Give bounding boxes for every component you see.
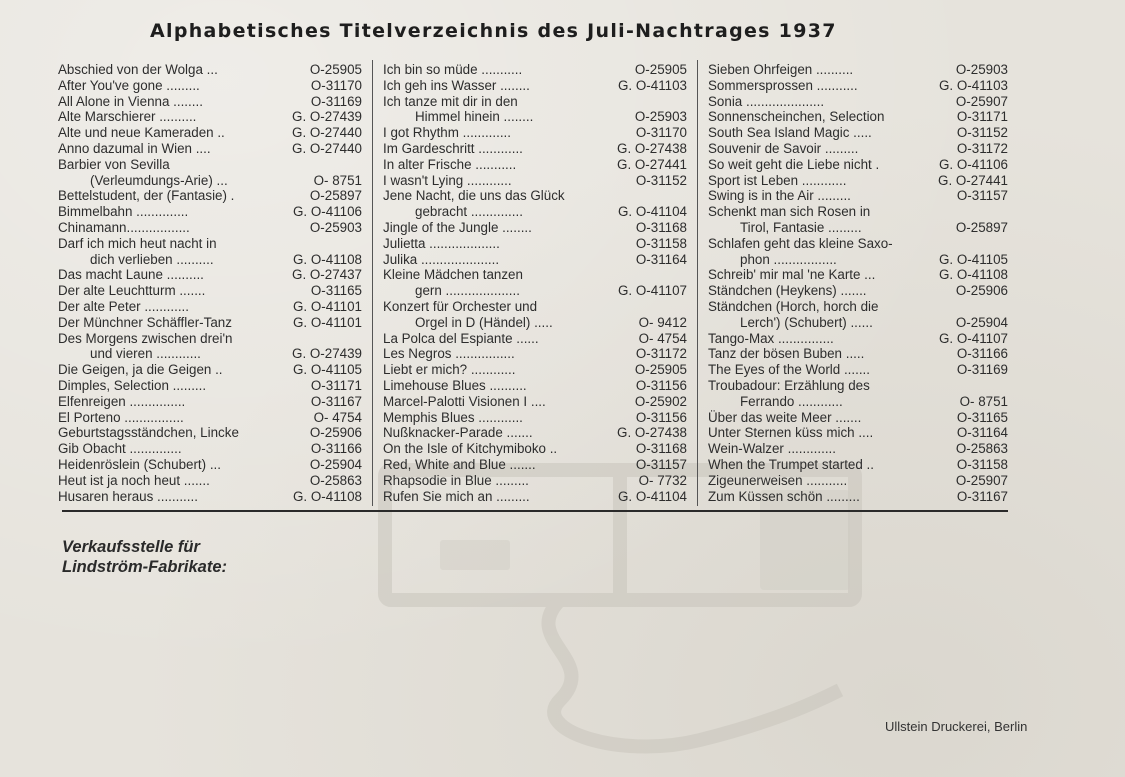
song-title: Sport ist Leben ............ [708,172,847,188]
list-item [708,252,1008,268]
song-title: Sieben Ohrfeigen .......... [708,62,854,77]
list-item [708,157,1008,173]
song-title: El Porteno ................ [58,409,184,425]
list-item [708,236,1008,252]
catalog-number: O-31152 [956,125,1008,141]
list-item [383,188,687,204]
catalog-number: O-31158 [956,456,1008,472]
catalog-number: O-31152 [635,172,687,188]
song-title: I wasn't Lying ............ [383,172,512,188]
list-item [708,204,1008,220]
list-item [708,109,1008,125]
catalog-number: O-25903 [634,109,687,125]
catalog-number: O-25905 [309,62,362,77]
catalog-number: G. O-41108 [939,267,1008,283]
song-title: Bettelstudent, der (Fantasie) . [58,188,235,204]
song-title: Marcel-Palotti Visionen I .... [383,393,546,409]
list-item [58,204,362,220]
song-title: The Eyes of the World ....... [708,362,870,378]
song-title: In alter Frische ........... [383,156,517,172]
list-item [708,394,1008,410]
catalog-number: O-31167 [956,488,1008,504]
song-title: Im Gardeschritt ............ [383,140,523,156]
song-title: Souvenir de Savoir ......... [708,140,859,156]
song-title: After You've gone ......... [58,77,200,93]
list-item [708,173,1008,189]
song-title: Husaren heraus ........... [58,488,198,504]
list-item [383,267,687,283]
list-item [58,315,362,331]
list-item [58,299,362,315]
catalog-number: O-31172 [956,140,1008,156]
song-title: Limehouse Blues .......... [383,377,527,393]
list-item [708,425,1008,441]
song-title: Sommersprossen ........... [708,77,858,93]
list-item [708,78,1008,94]
list-item [708,315,1008,331]
list-item [708,141,1008,157]
catalog-number: O-25906 [955,283,1008,299]
song-title: South Sea Island Magic ..... [708,125,872,141]
catalog-number: O-31157 [956,188,1008,204]
list-item [58,394,362,410]
song-title: Die Geigen, ja die Geigen .. [58,362,223,378]
list-item [383,141,687,157]
list-item [383,252,687,268]
list-item [383,489,687,505]
catalog-number: O-31164 [956,425,1008,441]
catalog-number: G. O-41101 [293,298,362,314]
song-title: Orgel in D (Händel) ..... [415,314,553,330]
list-item [58,283,362,299]
catalog-number: O-31156 [635,409,687,425]
catalog-number: O-31170 [310,77,362,93]
catalog-number: O-25906 [309,425,362,441]
catalog-number: G. O-27440 [292,125,362,141]
list-item [383,173,687,189]
catalog-number: O-31158 [635,235,687,251]
catalog-number: O-25903 [309,219,362,235]
printer-imprint: Ullstein Druckerei, Berlin [885,719,1028,734]
song-title: Schlafen geht das kleine Saxo- [708,235,893,251]
song-title: All Alone in Vienna ........ [58,93,203,109]
list-item [383,109,687,125]
song-title: Wein-Walzer ............. [708,441,836,457]
list-item [708,346,1008,362]
catalog-number: O-31169 [310,93,362,109]
list-item [383,394,687,410]
song-title: Himmel hinein ........ [415,109,534,125]
catalog-number: O-25904 [955,314,1008,330]
song-title: Bimmelbahn .............. [58,204,189,220]
catalog-number: G. O-41108 [293,251,362,267]
list-item [383,331,687,347]
catalog-number: G. O-41106 [293,204,362,220]
column-divider [372,60,373,506]
catalog-number: O- 4754 [313,409,362,425]
catalog-number: G. O-41107 [939,330,1008,346]
catalog-number: O-31172 [635,346,687,362]
song-title: Swing is in the Air ......... [708,188,851,204]
list-item [708,267,1008,283]
catalog-number: O-31170 [635,125,687,141]
song-title: Sonia ..................... [708,93,825,109]
catalog-number: O-31171 [956,109,1008,125]
list-item [708,220,1008,236]
song-title: gern .................... [415,283,520,299]
list-item [383,441,687,457]
song-title: I got Rhythm ............. [383,125,511,141]
song-title: Sonnenscheinchen, Selection [708,109,885,125]
list-item [708,378,1008,394]
list-item [58,441,362,457]
catalog-number: G. O-27438 [617,425,687,441]
list-item [708,457,1008,473]
list-item [58,410,362,426]
catalog-number: O- 7732 [638,472,687,488]
catalog-number: O- 8751 [313,172,362,188]
list-item [383,425,687,441]
catalog-number: O-25902 [634,393,687,409]
catalog-number: O-25897 [955,219,1008,235]
list-item [383,473,687,489]
catalog-number: O-31165 [310,283,362,299]
list-item [708,489,1008,505]
song-title: Ich geh ins Wasser ........ [383,77,530,93]
song-title: Rufen Sie mich an ......... [383,488,530,504]
song-title: Tanz der bösen Buben ..... [708,346,865,362]
song-title: Heidenröslein (Schubert) ... [58,456,221,472]
list-item [383,410,687,426]
catalog-number: O-31168 [635,219,687,235]
catalog-number: G. O-41105 [293,362,362,378]
list-item [708,188,1008,204]
song-title: Troubadour: Erzählung des [708,377,870,393]
list-item [708,283,1008,299]
list-item [58,236,362,252]
list-item [58,220,362,236]
catalog-number: G. O-27441 [938,172,1008,188]
song-title: gebracht .............. [415,204,523,220]
list-item [383,283,687,299]
list-item [58,173,362,189]
song-title: Dimples, Selection ......... [58,377,207,393]
list-item [58,78,362,94]
list-item [58,125,362,141]
song-title: Das macht Laune .......... [58,267,204,283]
list-item [708,62,1008,78]
list-item [58,425,362,441]
song-title: Der alte Leuchtturm ....... [58,283,206,299]
catalog-number: O-25904 [309,456,362,472]
song-title: Kleine Mädchen tanzen [383,267,523,283]
list-item [383,236,687,252]
catalog-number: G. O-27440 [292,140,362,156]
song-title: Jene Nacht, die uns das Glück [383,188,565,204]
song-title: und vieren ............ [90,346,201,362]
catalog-number: O-31166 [310,441,362,457]
song-title: Alte Marschierer .......... [58,109,197,125]
song-title: Der alte Peter ............ [58,298,189,314]
list-item [383,299,687,315]
list-item [383,157,687,173]
list-item [58,473,362,489]
list-item [58,457,362,473]
list-item [58,331,362,347]
list-item [708,331,1008,347]
list-item [58,94,362,110]
list-item [58,378,362,394]
song-title: Geburtstagsständchen, Lincke [58,425,239,441]
catalog-number: G. O-41107 [618,283,687,299]
list-item [383,378,687,394]
song-title: Konzert für Orchester und [383,298,538,314]
song-title: Abschied von der Wolga ... [58,62,218,77]
song-title: Schenkt man sich Rosen in [708,204,871,220]
song-title: Rhapsodie in Blue ......... [383,472,529,488]
catalog-number: O-25903 [955,62,1008,77]
list-item [708,125,1008,141]
catalog-number: O-31157 [635,456,687,472]
list-item [58,62,362,78]
song-title: Chinamann................. [58,219,190,235]
catalog-number: O-25907 [955,472,1008,488]
song-title: Lerch') (Schubert) ...... [740,314,873,330]
list-item [383,315,687,331]
song-title: Elfenreigen ............... [58,393,186,409]
catalog-number: O-31168 [635,441,687,457]
list-item [383,362,687,378]
column-divider [697,60,698,506]
song-title: Schreib' mir mal 'ne Karte ... [708,267,876,283]
song-title: Der Münchner Schäffler-Tanz [58,314,232,330]
list-item [383,220,687,236]
list-item [708,299,1008,315]
catalog-number: G. O-27438 [617,140,687,156]
song-title: Julietta ................... [383,235,500,251]
list-item [708,410,1008,426]
song-title: Gib Obacht .............. [58,441,182,457]
song-title: Zigeunerweisen ........... [708,472,848,488]
song-title: Des Morgens zwischen drei'n [58,330,233,346]
catalog-number: O-31169 [956,362,1008,378]
song-title: La Polca del Espiante ...... [383,330,539,346]
catalog-number: O-25863 [309,472,362,488]
catalog-number: G. O-27441 [617,156,687,172]
song-title: Über das weite Meer ....... [708,409,862,425]
song-title: On the Isle of Kitchymiboko .. [383,441,558,457]
list-item [58,188,362,204]
song-title: Les Negros ................ [383,346,515,362]
catalog-number: O- 4754 [638,330,687,346]
song-title: Tango-Max ............... [708,330,834,346]
verkaufsstelle-line-1: Verkaufsstelle für [62,538,200,556]
catalog-number: G. O-41103 [939,77,1008,93]
catalog-number: O-25907 [955,93,1008,109]
song-title: Ferrando ............ [740,393,843,409]
list-item [58,267,362,283]
catalog-number: O-31156 [635,377,687,393]
song-title: Barbier von Sevilla [58,156,170,172]
song-title: Ständchen (Horch, horch die [708,298,879,314]
song-title: (Verleumdungs-Arie) ... [90,172,228,188]
list-item [383,78,687,94]
list-item [708,362,1008,378]
catalog-number: G. O-41103 [618,77,687,93]
catalog-number: G. O-27439 [292,109,362,125]
song-title: Tirol, Fantasie ......... [740,219,862,235]
page-title: Alphabetisches Titelverzeichnis des Juli-Nachtrages 1937 [150,20,837,42]
catalog-number: O-25863 [955,441,1008,457]
catalog-number: O-31165 [956,409,1008,425]
list-item [58,141,362,157]
catalog-number: G. O-41108 [293,488,362,504]
song-title: Liebt er mich? ............ [383,362,516,378]
catalog-number: G. O-41106 [939,156,1008,172]
song-title: Ich bin so müde ........... [383,62,523,77]
list-item [383,457,687,473]
list-item [383,62,687,78]
list-item [708,94,1008,110]
list-item [58,489,362,505]
catalog-number: O-31171 [310,377,362,393]
list-item [383,94,687,110]
title-column-1 [58,62,362,504]
song-title: Jingle of the Jungle ........ [383,219,532,235]
list-item [708,441,1008,457]
song-title: When the Trumpet started .. [708,456,874,472]
song-title: So weit geht die Liebe nicht . [708,156,880,172]
song-title: Memphis Blues ............ [383,409,523,425]
list-item [383,204,687,220]
list-item [708,473,1008,489]
catalog-number: O-25897 [309,188,362,204]
horizontal-rule [62,510,1008,512]
catalog-number: O-25905 [634,362,687,378]
song-title: Julika ..................... [383,251,500,267]
song-title: Nußknacker-Parade ....... [383,425,533,441]
song-title: Zum Küssen schön ......... [708,488,860,504]
title-column-3 [708,62,1008,504]
song-title: Anno dazumal in Wien .... [58,140,211,156]
catalog-number: O-31166 [956,346,1008,362]
verkaufsstelle-line-2: Lindström-Fabrikate: [62,558,228,576]
catalog-number: O-31164 [635,251,687,267]
catalog-number: O- 8751 [959,393,1008,409]
song-title: Unter Sternen küss mich .... [708,425,874,441]
song-title: Red, White and Blue ....... [383,456,536,472]
list-item [58,252,362,268]
catalog-number: G. O-41101 [293,314,362,330]
catalog-number: G. O-41105 [939,251,1008,267]
song-title: Heut ist ja noch heut ....... [58,472,210,488]
verkaufsstelle-label [62,537,227,577]
catalog-number: O- 9412 [638,314,687,330]
song-title: Alte und neue Kameraden .. [58,125,225,141]
list-item [58,109,362,125]
song-title: Ich tanze mit dir in den [383,93,518,109]
catalog-number: G. O-41104 [618,204,687,220]
catalog-number: G. O-41104 [618,488,687,504]
list-item [58,157,362,173]
catalog-number: G. O-27439 [292,346,362,362]
title-column-2 [383,62,687,504]
song-title: dich verlieben .......... [90,251,214,267]
list-item [58,362,362,378]
catalog-number: O-25905 [634,62,687,77]
song-title: phon ................. [740,251,837,267]
song-title: Darf ich mich heut nacht in [58,235,217,251]
song-title: Ständchen (Heykens) ....... [708,283,867,299]
list-item [383,125,687,141]
list-item [383,346,687,362]
catalog-number: G. O-27437 [292,267,362,283]
catalog-number: O-31167 [310,393,362,409]
list-item [58,346,362,362]
